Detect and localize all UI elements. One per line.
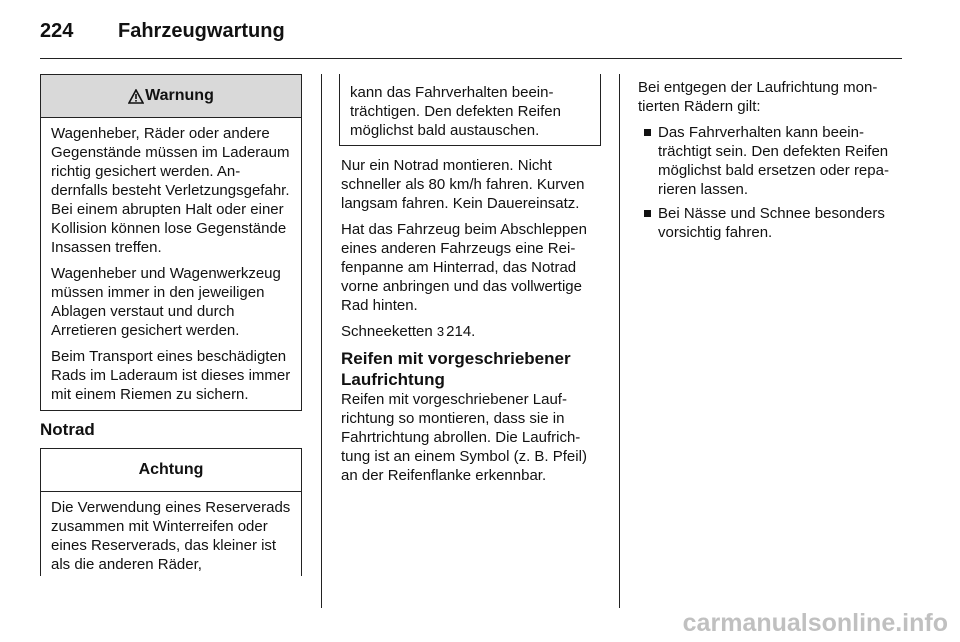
bullet-list: [638, 123, 902, 242]
body-paragraph: Hat das Fahrzeug beim Abschleppen eines anderen Fahrzeugs eine Reifenpanne am Hinterrad, das Notrad vorne anbringen und das vollwertige Rad hinten.: [341, 221, 587, 314]
snow-chains-page-link[interactable]: 214.: [446, 323, 476, 340]
caution-body: [41, 492, 301, 574]
warning-paragraph: Wagenheber, Räder oder andere Gegenstände müssen im Laderaum richtig gesichert werden. Andernfalls besteht Verletzungsgefahr. Bei einem abrupten Halt oder einer Kollision können lose Gegenstände Insassen treffen.: [51, 125, 290, 256]
list-item: [638, 123, 902, 199]
warning-title: Warnung: [145, 87, 214, 104]
column-divider: [619, 74, 620, 608]
warning-box-header: [41, 75, 301, 118]
warning-triangle-icon: [128, 89, 144, 104]
header-rule: [40, 58, 902, 59]
intro-paragraph: Bei entgegen der Laufrichtung montierten Rädern gilt:: [638, 79, 878, 115]
subheading-direction-tyres: Reifen mit vorgeschriebener Laufrichtung: [341, 349, 571, 389]
warning-paragraph: Beim Transport eines beschädigten Rads im Laderaum ist dieses immer mit einem Riemen zu sichern.: [51, 348, 291, 403]
warning-paragraph: Wagenheber und Wagenwerkzeug müssen immer in den jeweiligen Ablagen verstaut und durch Arretieren gesichert werden.: [51, 265, 281, 339]
warning-body: [41, 118, 301, 404]
column-2-text: [341, 156, 603, 492]
caution-paragraph: Die Verwendung eines Reserverads zusammen mit Winterreifen oder eines Reserverads, das kleiner ist als die anderen Räder,: [51, 499, 291, 573]
list-item-text: Bei Nässe und Schnee besonders vorsichtig fahren.: [658, 205, 885, 241]
page-title: Fahrzeugwartung: [118, 20, 285, 42]
page-reference-arrow-icon: 3: [436, 324, 445, 339]
snow-chains-reference: [341, 322, 603, 341]
list-item-text: Das Fahrverhalten kann beeinträchtigt sein. Den defekten Reifen möglichst bald ersetzen oder reparieren lassen.: [658, 124, 889, 198]
caution-continued-box: [339, 74, 601, 146]
warning-box: [40, 74, 302, 411]
body-paragraph: Nur ein Notrad montieren. Nicht schneller als 80 km/h fahren. Kurven langsam fahren. Kein Dauereinsatz.: [341, 157, 585, 212]
caution-box-header: [41, 449, 301, 492]
list-item: [638, 204, 902, 242]
caution-continued-paragraph: kann das Fahrverhalten beeinträchtigen. Den defekten Reifen möglichst bald austauschen.: [350, 84, 561, 139]
snow-chains-label: Schneeketten: [341, 323, 433, 340]
bullet-square-icon: [644, 129, 651, 136]
caution-title: Achtung: [138, 461, 204, 478]
page-number: 224: [40, 20, 74, 42]
caution-continued-body: [340, 74, 600, 140]
column-3-text: [638, 78, 902, 247]
bullet-square-icon: [644, 210, 651, 217]
body-paragraph: Reifen mit vorgeschriebener Laufrichtung so montieren, dass sie in Fahrtrichtung abrollen. Die Laufrichtung ist an einem Symbol (z. B. Pfeil) an der Reifenflanke erkennbar.: [341, 391, 587, 484]
column-divider: [321, 74, 322, 608]
watermark: carmanualsonline.info: [682, 609, 948, 637]
caution-box: [40, 448, 302, 576]
section-heading-notrad: Notrad: [40, 420, 95, 439]
